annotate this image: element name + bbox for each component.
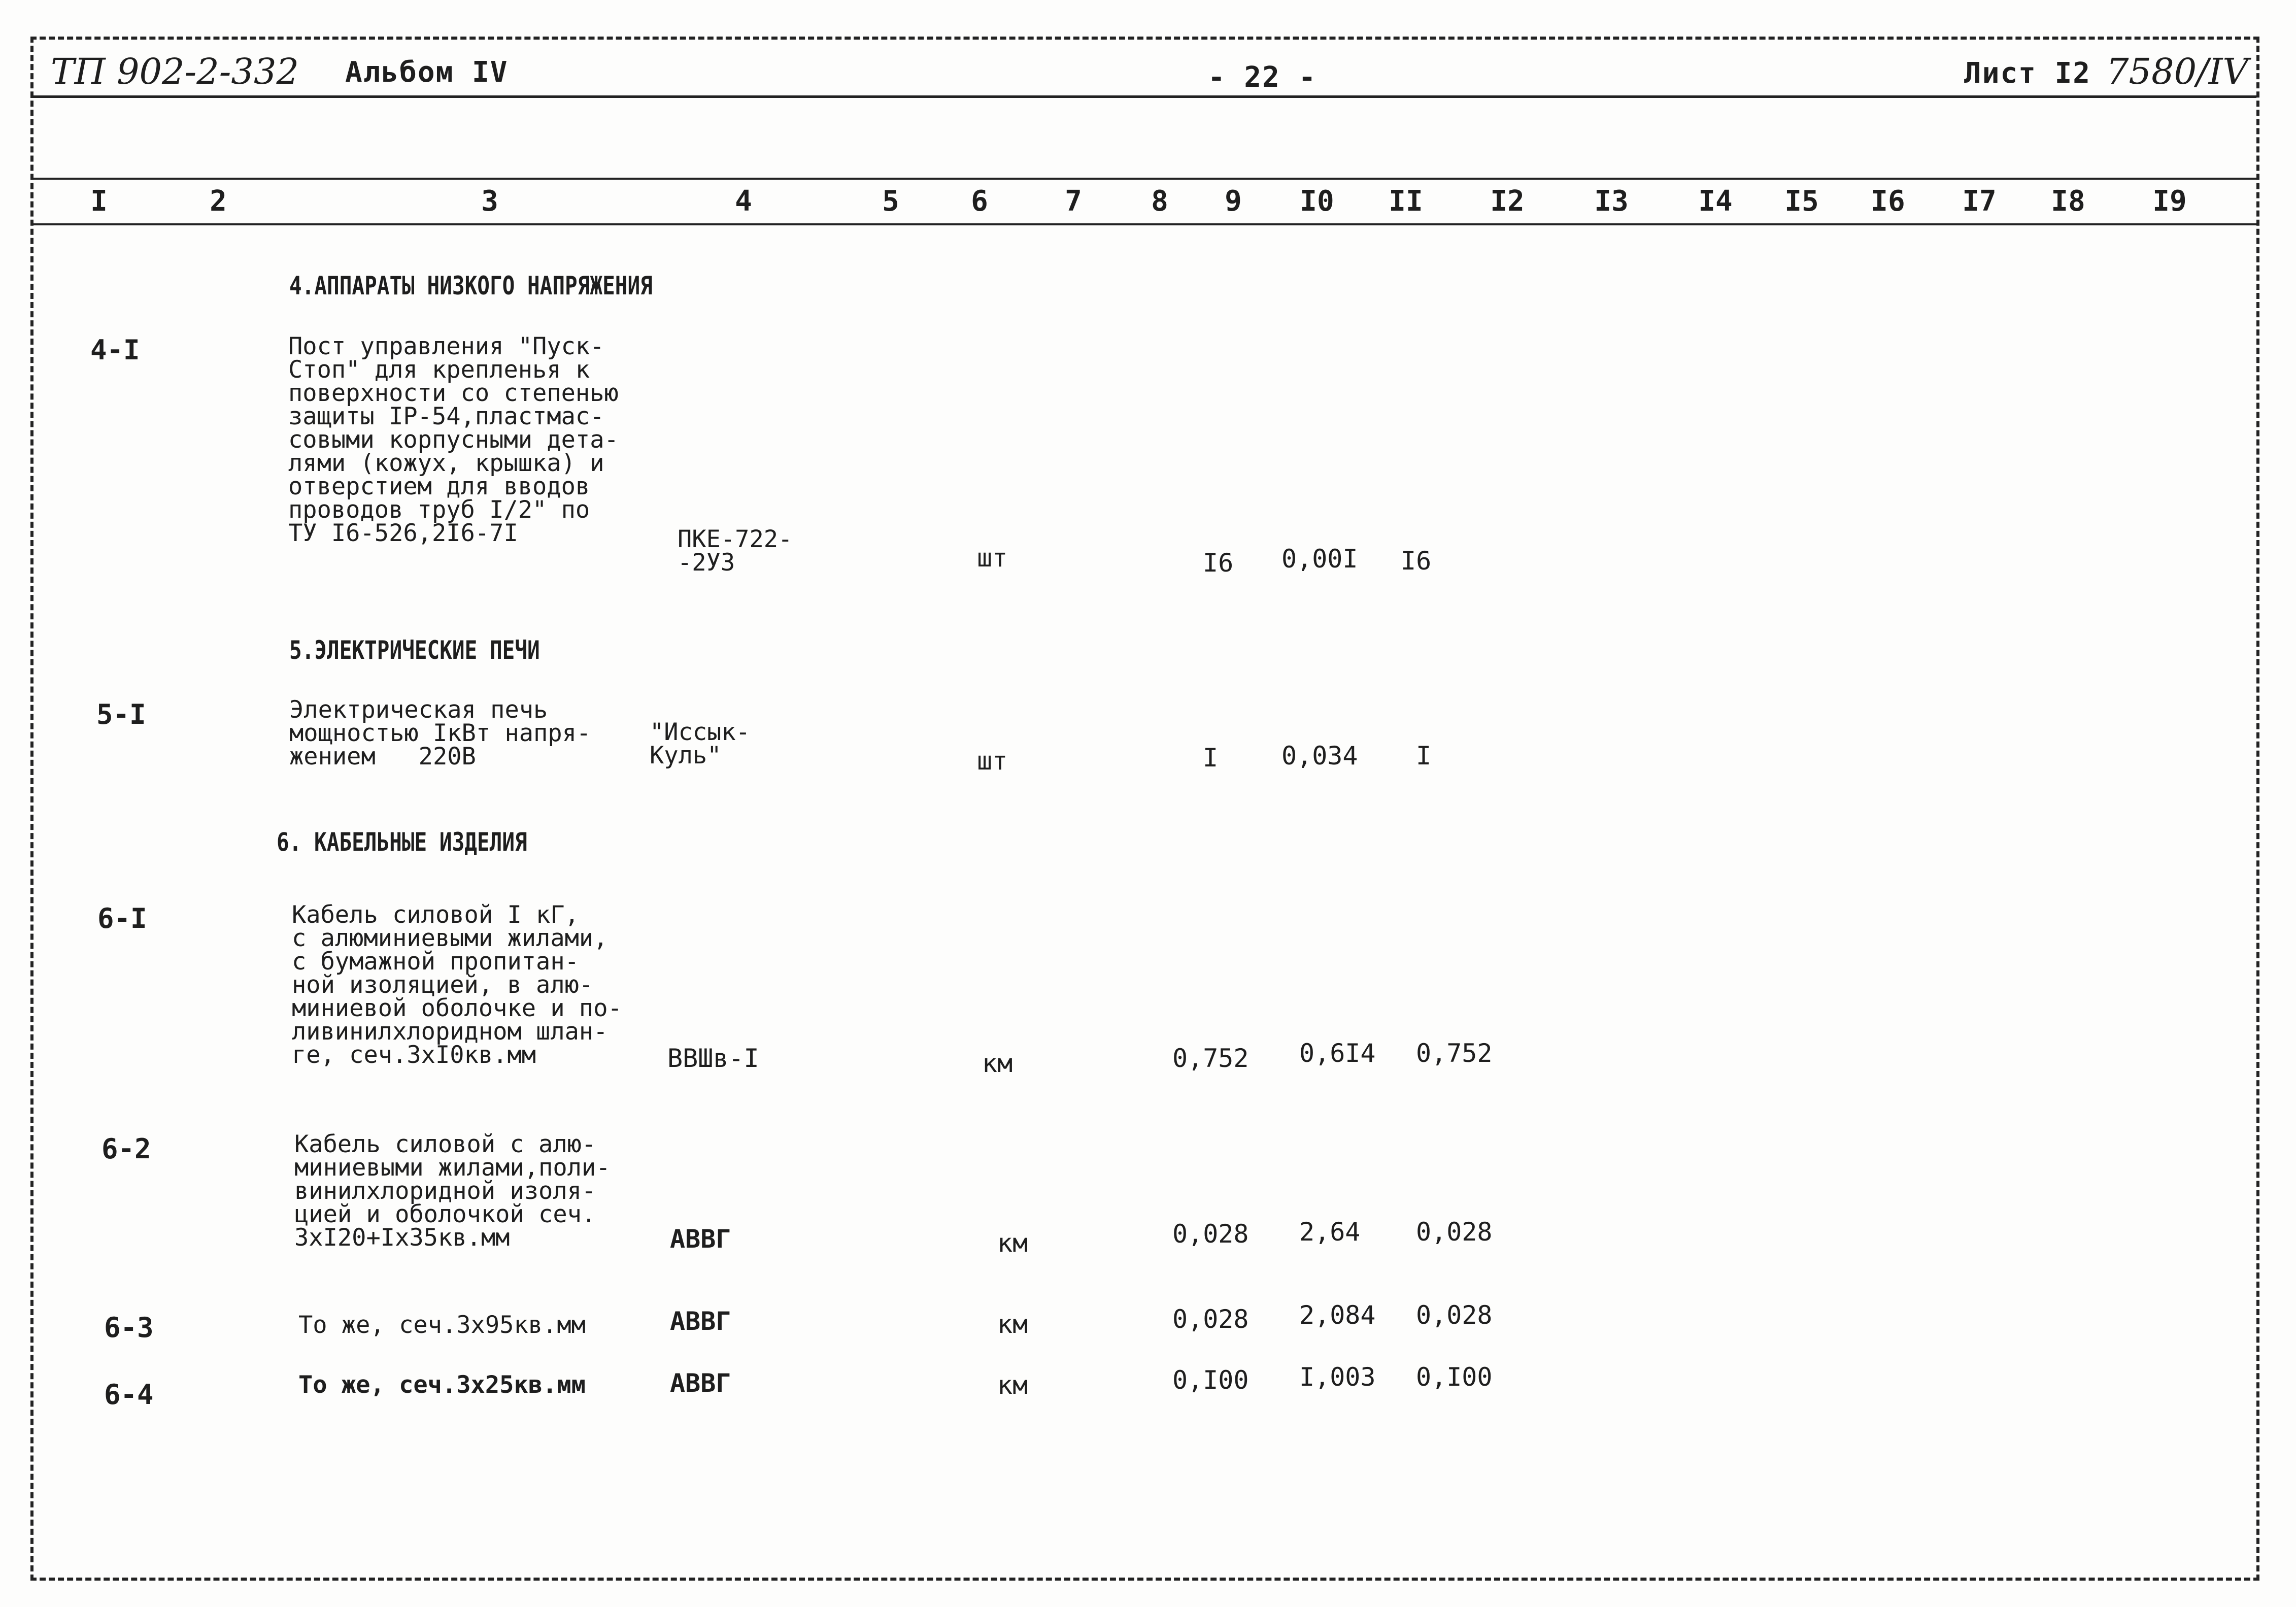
column-number: II	[1389, 185, 1423, 218]
column-number: 7	[1065, 185, 1082, 218]
item-description: Кабель силовой I кГ, с алюминиевыми жилами, с бумажной пропитан- ной изоляцией, в алю- миниевой оболочке и по- ливинилхлоридном шлан- ге, сеч.3хI0кв.мм	[292, 901, 622, 1069]
document-code: ТП 902-2-332	[51, 51, 299, 92]
item-unit: км	[997, 1310, 1028, 1339]
item-quantity: I	[1203, 743, 1219, 773]
item-total: 0,028	[1416, 1217, 1493, 1247]
item-unit: шт	[977, 746, 1008, 776]
item-type: ПКЕ-722- -2У3	[678, 525, 793, 577]
item-quantity: 0,I00	[1172, 1365, 1249, 1395]
column-number: I6	[1871, 185, 1905, 218]
item-type: "Иссык- Куль"	[650, 718, 751, 769]
sheet-frame	[30, 37, 2259, 1581]
item-number: 6-I	[97, 902, 147, 934]
item-unit: шт	[977, 543, 1008, 573]
item-quantity: I6	[1203, 548, 1234, 578]
item-quantity: 0,028	[1172, 1304, 1249, 1334]
item-mass: I,003	[1299, 1362, 1376, 1392]
column-number: 8	[1151, 185, 1168, 218]
sheet-label: Лист I2	[1964, 57, 2091, 90]
column-number: 5	[882, 185, 899, 218]
column-header-bottom-rule	[30, 223, 2256, 225]
item-quantity: 0,752	[1172, 1044, 1249, 1073]
column-number: 9	[1225, 185, 1242, 218]
column-header-top-rule	[30, 178, 2256, 180]
item-mass: 0,6I4	[1299, 1039, 1376, 1068]
item-number: 6-2	[102, 1133, 151, 1165]
item-total: I	[1416, 741, 1432, 771]
column-number: 6	[971, 185, 988, 218]
column-number: I	[90, 185, 108, 218]
item-unit: км	[982, 1049, 1013, 1078]
column-number: I2	[1490, 185, 1525, 218]
item-mass: 2,64	[1299, 1217, 1361, 1247]
column-number: 4	[735, 185, 752, 218]
section-title: 4.АППАРАТЫ НИЗКОГО НАПРЯЖЕНИЯ	[289, 271, 653, 300]
item-type: АВВГ	[670, 1307, 731, 1336]
item-description: Электрическая печь мощностью IкВт напря- жением 220В	[289, 696, 591, 771]
item-description: То же, сеч.3х25кв.мм	[298, 1371, 586, 1399]
column-number: I7	[1962, 185, 1997, 218]
column-number: 2	[210, 185, 227, 218]
page-number: - 22 -	[1208, 61, 1317, 94]
section-title: 5.ЭЛЕКТРИЧЕСКИЕ ПЕЧИ	[289, 635, 540, 665]
item-total: 0,I00	[1416, 1362, 1493, 1392]
item-total: 0,028	[1416, 1300, 1493, 1330]
header-rule	[30, 95, 2256, 98]
item-description: Пост управления "Пуск- Стоп" для крепленья к поверхности со степенью защиты IP-54,пластмас- совыми корпусными дета- лями (кожух, крышка) и отверстием для вводов проводов труб I/2" по ТУ I6-526,2I6-7I	[288, 332, 619, 547]
item-description: Кабель силовой с алю- миниевыми жилами,поли- винилхлоридной изоля- цией и оболочкой сеч. 3хI20+Iх35кв.мм	[294, 1130, 611, 1252]
item-type: ВВШв-I	[667, 1044, 759, 1073]
item-number: 6-4	[104, 1379, 154, 1411]
item-description: То же, сеч.3х95кв.мм	[298, 1311, 586, 1339]
item-quantity: 0,028	[1172, 1219, 1249, 1249]
column-number: I9	[2152, 185, 2187, 218]
column-number: I0	[1300, 185, 1334, 218]
column-number: I8	[2051, 185, 2085, 218]
column-number: 3	[481, 185, 498, 218]
item-number: 6-3	[104, 1312, 154, 1344]
item-type: АВВГ	[670, 1224, 731, 1254]
item-total: I6	[1401, 546, 1432, 576]
inventory-number: 7580/IV	[2106, 51, 2248, 92]
item-mass: 2,084	[1299, 1300, 1376, 1330]
item-total: 0,752	[1416, 1039, 1493, 1068]
item-number: 5-I	[96, 698, 146, 730]
item-number: 4-I	[90, 334, 140, 366]
item-mass: 0,00I	[1281, 544, 1358, 574]
section-title: 6. КАБЕЛЬНЫЕ ИЗДЕЛИЯ	[277, 827, 527, 857]
column-number: I5	[1784, 185, 1819, 218]
column-number: I4	[1698, 185, 1733, 218]
column-number: I3	[1594, 185, 1629, 218]
album-label: Альбом IV	[345, 56, 509, 89]
item-unit: км	[997, 1370, 1028, 1400]
item-unit: км	[997, 1228, 1028, 1258]
item-mass: 0,034	[1281, 741, 1358, 771]
item-type: АВВГ	[670, 1368, 731, 1398]
